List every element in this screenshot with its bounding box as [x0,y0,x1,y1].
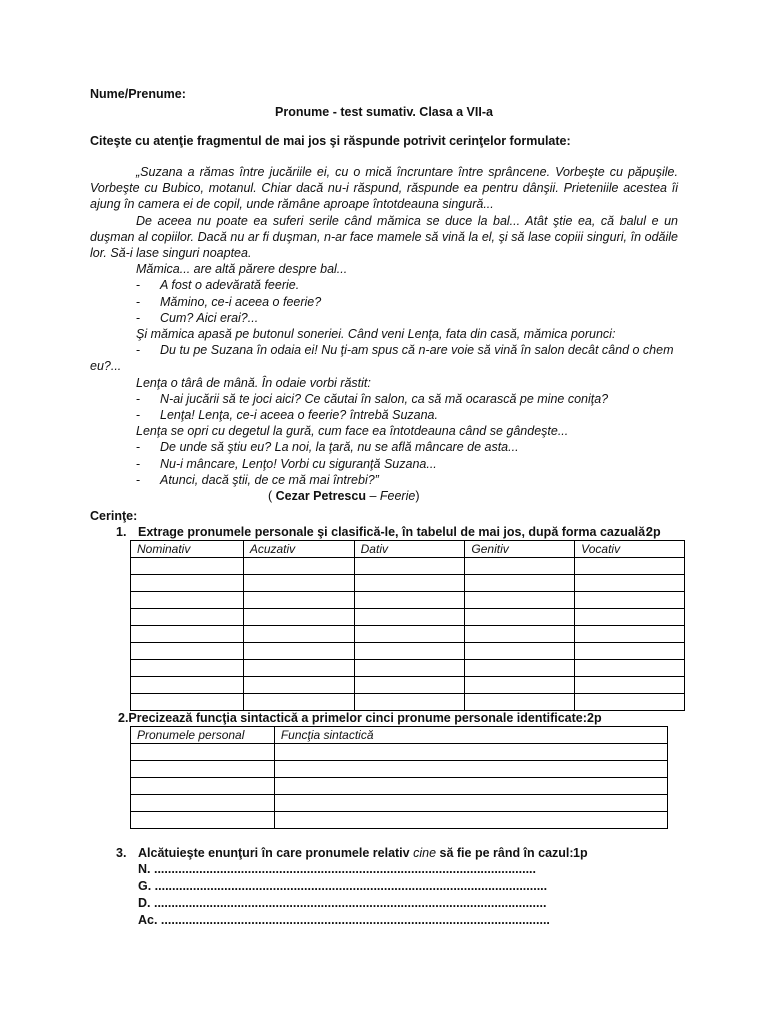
syntactic-function-table [130,726,668,829]
answer-cell[interactable] [575,660,685,677]
answer-cell[interactable] [131,626,244,643]
table-row [131,744,668,761]
answer-cell[interactable] [274,795,667,812]
answer-cell[interactable] [465,694,575,711]
answer-cell[interactable] [243,626,354,643]
answer-cell[interactable] [274,778,667,795]
answer-cell[interactable] [465,575,575,592]
table-row [131,761,668,778]
answer-cell[interactable] [354,626,465,643]
answer-cell[interactable] [575,626,685,643]
table-row [131,795,668,812]
answer-line-ac[interactable]: Ac. ................................................................................................................ [138,913,550,927]
task-1-points: 2p [646,525,661,539]
answer-cell[interactable] [465,677,575,694]
answer-cell[interactable] [243,694,354,711]
passage-paragraph: „Suzana a rămas între jucăriile ei, cu o mică încruntare între sprâncene. Vorbeşte cu păpuşile. Vorbeşte cu Bubico, motanul. Chiar dacă nu-i răspund, răspunde ea pentru dânşii. Prieteniile acestea îi ajung în camera ei de copil, unde rămâne aproape întotdeauna singură... [90,165,678,212]
answer-cell[interactable] [575,677,685,694]
dialogue-line: - A fost o adevărată feerie. [90,277,678,293]
table-row [131,626,685,643]
table-row [131,677,685,694]
answer-line-d[interactable]: D. ................................................................................................................. [138,896,547,910]
answer-cell[interactable] [354,575,465,592]
task-2-points: 2p [587,711,602,725]
header-function: Funcţia sintactică [274,727,667,744]
dialogue-line: - Nu-i mâncare, Lenţo! Vorbi cu siguranţă Suzana... [90,456,678,472]
answer-cell[interactable] [131,643,244,660]
answer-cell[interactable] [465,558,575,575]
passage-paragraph: Mămica... are altă părere despre bal... [136,262,348,277]
literary-passage [90,164,678,504]
dialogue-line: - Du tu pe Suzana în odaia ei! Nu ţi-am spus că n-are voie să vină în salon decât când o chem eu?... [90,342,678,374]
table-row [131,575,685,592]
table-header-row [131,541,685,558]
answer-cell[interactable] [354,694,465,711]
answer-cell[interactable] [274,744,667,761]
task-3-number: 3. [116,846,127,860]
passage-source: ( Cezar Petrescu – Feerie) [268,489,420,504]
task-3-text: Alcătuieşte enunţuri în care pronumele relativ cine să fie pe rând în cazul: [138,846,574,860]
answer-cell[interactable] [131,694,244,711]
answer-cell[interactable] [465,626,575,643]
answer-cell[interactable] [575,643,685,660]
answer-cell[interactable] [465,592,575,609]
answer-cell[interactable] [354,558,465,575]
answer-cell[interactable] [465,643,575,660]
table-row [131,643,685,660]
answer-cell[interactable] [131,609,244,626]
answer-cell[interactable] [131,592,244,609]
header-genitiv: Genitiv [465,541,575,558]
answer-cell[interactable] [131,812,275,829]
table-header-row [131,727,668,744]
answer-cell[interactable] [354,660,465,677]
answer-cell[interactable] [354,609,465,626]
answer-cell[interactable] [243,592,354,609]
task-3-points: 1p [573,846,588,860]
header-vocativ: Vocativ [575,541,685,558]
table-row [131,694,685,711]
answer-cell[interactable] [465,609,575,626]
answer-cell[interactable] [243,609,354,626]
source-author: Cezar Petrescu [275,489,366,504]
answer-cell[interactable] [575,592,685,609]
answer-cell[interactable] [131,558,244,575]
source-title: Feerie [379,489,416,504]
answer-line-g[interactable]: G. ................................................................................................................. [138,879,548,893]
answer-cell[interactable] [575,694,685,711]
table-row [131,660,685,677]
table-row [131,592,685,609]
passage-paragraph: Şi mămica apasă pe butonul soneriei. Când veni Lenţa, fata din casă, mămica porunci: [136,327,616,342]
answer-cell[interactable] [243,660,354,677]
answer-cell[interactable] [131,744,275,761]
dialogue-line: - Atunci, dacă ştii, de ce mă mai întrebi?” [90,472,678,488]
answer-cell[interactable] [575,558,685,575]
answer-cell[interactable] [131,575,244,592]
dialogue-line: - N-ai jucării să te joci aici? Ce căutai în salon, ca să mă ocarască pe mine coniţa? [90,391,678,407]
answer-cell[interactable] [354,592,465,609]
answer-cell[interactable] [243,643,354,660]
answer-cell[interactable] [243,558,354,575]
answer-line-n[interactable]: N. .............................................................................................................. [138,862,536,876]
answer-cell[interactable] [131,778,275,795]
answer-cell[interactable] [131,761,275,778]
answer-cell[interactable] [575,575,685,592]
answer-cell[interactable] [274,761,667,778]
dialogue-line: - Lenţa! Lenţa, ce-i aceea o feerie? întrebă Suzana. [90,407,678,423]
tasks-heading: Cerinţe: [90,509,138,523]
answer-cell[interactable] [354,643,465,660]
answer-cell[interactable] [243,575,354,592]
table-row [131,778,668,795]
header-nominativ: Nominativ [131,541,244,558]
answer-cell[interactable] [131,660,244,677]
passage-paragraph: De aceea nu poate ea suferi serile când mămica se duce la bal... Atât ştie ea, că balul e un duşman al copiilor. Dacă nu ar fi duşman, n-ar face mamele să vină la el, şi să lase copiii singuri, în odăile lor. Să-i lase singuri noaptea. [90,213,678,261]
table-row [131,812,668,829]
header-dativ: Dativ [354,541,465,558]
task-2-text: 2.Precizează funcţia sintactică a primelor cinci pronume personale identificate: [118,711,587,725]
passage-paragraph: Lenţa o târâ de mână. În odaie vorbi răstit: [136,375,371,390]
name-label: Nume/Prenume: [90,87,186,101]
answer-cell[interactable] [274,812,667,829]
answer-cell[interactable] [575,609,685,626]
relative-pronoun: cine [413,846,437,860]
task-1-text: Extrage pronumele personale şi clasifică-le, în tabelul de mai jos, după forma cazuală: [138,525,650,539]
dialogue-line: - De unde să ştiu eu? La noi, la ţară, nu se află mâncare de asta... [90,439,678,455]
answer-cell[interactable] [465,660,575,677]
table-row [131,558,685,575]
answer-cell[interactable] [131,795,275,812]
dialogue-line: - Cum? Aici erai?... [90,310,678,326]
instruction: Citeşte cu atenţie fragmentul de mai jos şi răspunde potrivit cerinţelor formulate: [90,134,571,148]
header-acuzativ: Acuzativ [243,541,354,558]
answer-cell[interactable] [354,677,465,694]
answer-cell[interactable] [243,677,354,694]
passage-paragraph: Lenţa se opri cu degetul la gură, cum face ea întotdeauna când se gândeşte... [136,424,569,439]
table-row [131,609,685,626]
answer-cell[interactable] [131,677,244,694]
task-1-number: 1. [116,525,127,539]
page-title: Pronume - test sumativ. Clasa a VII-a [275,105,493,119]
case-form-table [130,540,685,711]
header-pronoun: Pronumele personal [131,727,275,744]
dialogue-line: - Mămino, ce-i aceea o feerie? [90,294,678,310]
